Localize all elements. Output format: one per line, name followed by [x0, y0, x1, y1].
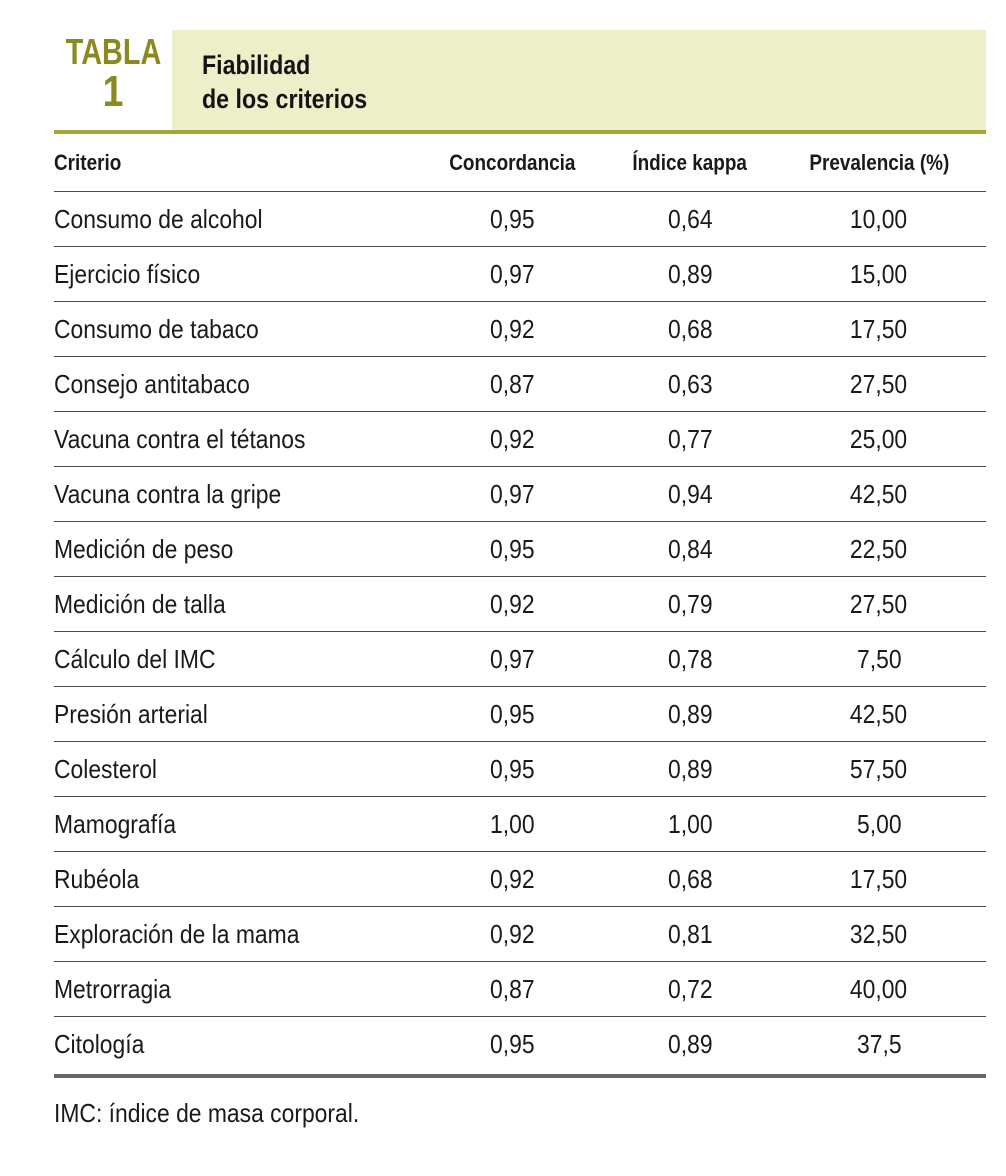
cell-criterio: Exploración de la mama: [54, 918, 300, 949]
table-row: [54, 687, 986, 742]
cell-criterio: Vacuna contra el tétanos: [54, 423, 306, 454]
cell-kappa: 1,00: [667, 808, 713, 839]
cell-prevalencia: 25,00: [850, 423, 908, 454]
cell-kappa: 0,68: [667, 863, 713, 894]
cell-kappa: 0,89: [667, 698, 713, 729]
cell-prevalencia: 7,50: [856, 643, 902, 674]
cell-kappa: 0,89: [667, 258, 713, 289]
cell-concordancia: 0,95: [489, 1029, 535, 1059]
cell-kappa: 0,63: [667, 368, 713, 399]
cell-prevalencia: 42,50: [850, 698, 908, 729]
cell-kappa: 0,84: [667, 533, 713, 564]
table-row: [54, 577, 986, 632]
cell-kappa: 0,89: [667, 1029, 713, 1059]
cell-concordancia: 0,87: [489, 368, 535, 399]
cell-prevalencia: 15,00: [850, 258, 908, 289]
cell-kappa: 0,89: [667, 753, 713, 784]
table-bottom-rule: [54, 1074, 986, 1078]
table-title: [202, 48, 367, 116]
table-row: [54, 357, 986, 412]
title-line-1: Fiabilidad: [202, 50, 311, 80]
cell-criterio: Mamografía: [54, 808, 177, 839]
tabla-word: TABLA: [65, 31, 162, 72]
cell-concordancia: 0,95: [489, 203, 535, 234]
cell-concordancia: 1,00: [489, 808, 535, 839]
title-line-2: de los criterios: [202, 84, 368, 114]
table-row: [54, 192, 986, 247]
cell-concordancia: 0,92: [489, 863, 535, 894]
table-row: [54, 1017, 986, 1072]
table-row: [54, 522, 986, 577]
column-header-kappa: Índice kappa: [632, 149, 748, 175]
table-row: [54, 632, 986, 687]
cell-concordancia: 0,95: [489, 533, 535, 564]
cell-criterio: Metrorragia: [54, 973, 171, 1004]
cell-concordancia: 0,95: [489, 753, 535, 784]
cell-criterio: Presión arterial: [54, 698, 208, 729]
table-row: [54, 247, 986, 302]
cell-criterio: Consumo de tabaco: [54, 313, 259, 344]
table-row: [54, 962, 986, 1017]
table-header: [54, 30, 986, 130]
cell-kappa: 0,72: [667, 973, 713, 1004]
cell-criterio: Consumo de alcohol: [54, 203, 263, 234]
table-header-row: [54, 134, 986, 192]
column-header-concordancia: Concordancia: [448, 149, 576, 175]
cell-concordancia: 0,92: [489, 588, 535, 619]
column-header-criterio: Criterio: [54, 149, 122, 175]
table-footnote: IMC: índice de masa corporal.: [54, 1098, 360, 1128]
table-row: [54, 412, 986, 467]
cell-prevalencia: 27,50: [850, 368, 908, 399]
tabla-number: 1: [102, 67, 124, 116]
cell-kappa: 0,79: [667, 588, 713, 619]
cell-prevalencia: 37,5: [856, 1029, 902, 1059]
cell-concordancia: 0,87: [489, 973, 535, 1004]
cell-concordancia: 0,97: [489, 258, 535, 289]
table-row: [54, 852, 986, 907]
cell-criterio: Vacuna contra la gripe: [54, 478, 282, 509]
cell-criterio: Colesterol: [54, 753, 158, 784]
cell-prevalencia: 10,00: [850, 203, 908, 234]
cell-prevalencia: 57,50: [850, 753, 908, 784]
cell-kappa: 0,81: [667, 918, 713, 949]
cell-criterio: Rubéola: [54, 863, 140, 894]
title-box: [172, 30, 986, 130]
cell-prevalencia: 22,50: [850, 533, 908, 564]
cell-kappa: 0,94: [667, 478, 713, 509]
cell-criterio: Cálculo del IMC: [54, 643, 216, 674]
table-row: [54, 797, 986, 852]
cell-criterio: Ejercicio físico: [54, 258, 201, 289]
table-row: [54, 467, 986, 522]
cell-prevalencia: 5,00: [856, 808, 902, 839]
data-table: [54, 134, 986, 1072]
cell-prevalencia: 40,00: [850, 973, 908, 1004]
cell-concordancia: 0,97: [489, 643, 535, 674]
cell-concordancia: 0,92: [489, 423, 535, 454]
table-row: [54, 907, 986, 962]
column-header-prevalencia: Prevalencia (%): [809, 149, 949, 175]
cell-kappa: 0,64: [667, 203, 713, 234]
cell-prevalencia: 17,50: [850, 313, 908, 344]
cell-kappa: 0,68: [667, 313, 713, 344]
cell-concordancia: 0,92: [489, 313, 535, 344]
table-number-label: [54, 30, 172, 130]
cell-prevalencia: 27,50: [850, 588, 908, 619]
table-row: [54, 742, 986, 797]
cell-prevalencia: 32,50: [850, 918, 908, 949]
cell-concordancia: 0,95: [489, 698, 535, 729]
cell-criterio: Citología: [54, 1029, 145, 1059]
cell-concordancia: 0,97: [489, 478, 535, 509]
cell-kappa: 0,77: [667, 423, 713, 454]
cell-prevalencia: 42,50: [850, 478, 908, 509]
cell-criterio: Medición de peso: [54, 533, 234, 564]
cell-concordancia: 0,92: [489, 918, 535, 949]
cell-criterio: Medición de talla: [54, 588, 226, 619]
table-row: [54, 302, 986, 357]
cell-prevalencia: 17,50: [850, 863, 908, 894]
cell-criterio: Consejo antitabaco: [54, 368, 250, 399]
cell-kappa: 0,78: [667, 643, 713, 674]
